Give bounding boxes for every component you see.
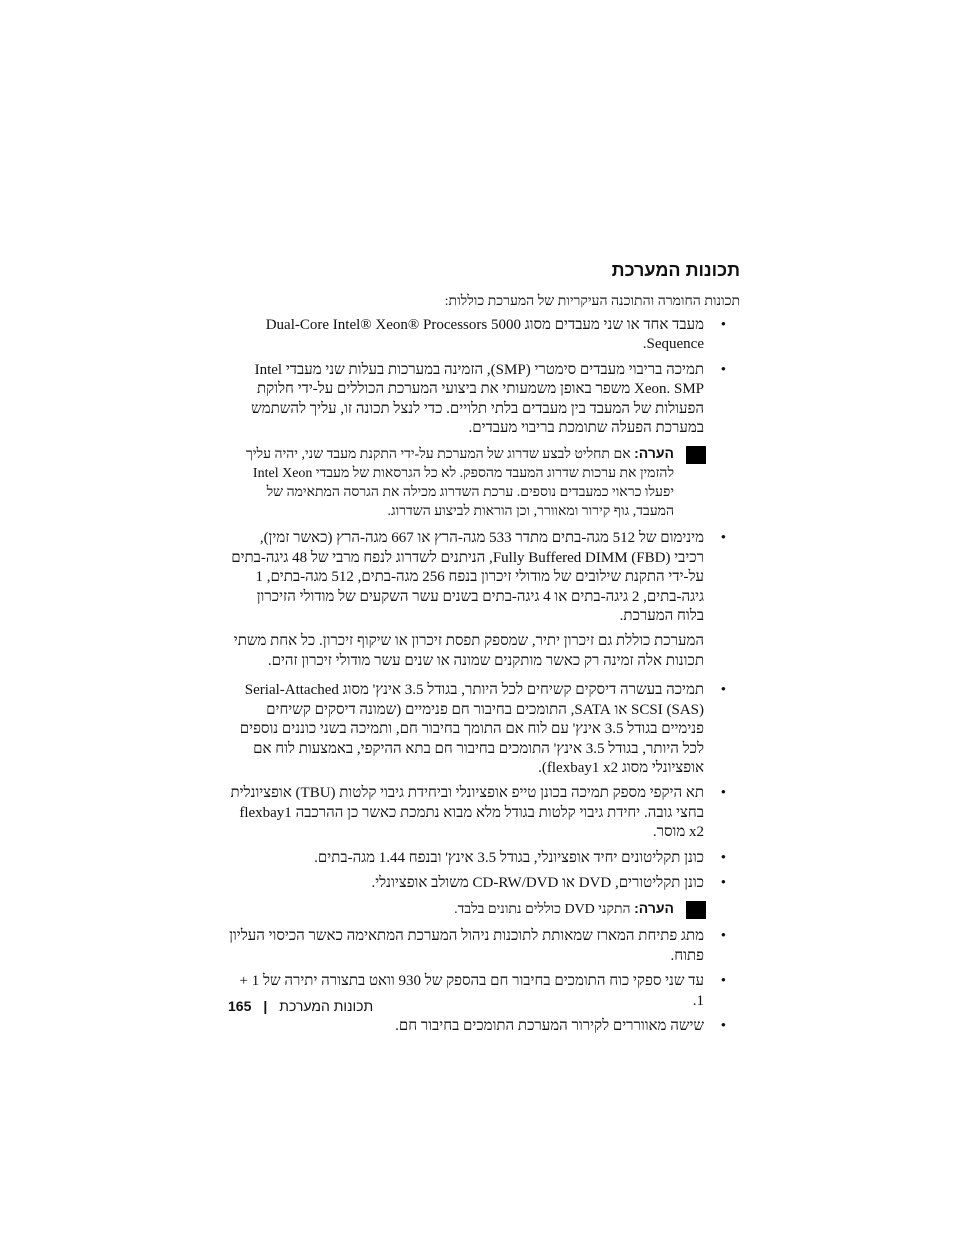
feature-list (228, 316, 740, 438)
note-text (228, 444, 704, 521)
note-label: הערה: (634, 900, 674, 917)
list-item: • כונן תקליטונים יחיד אופציונלי, בגודל 3.5 אינץ' ובנפח 1.44 מגה-בתים. (228, 849, 740, 868)
list-item: • עד שני ספקי כוח התומכים בחיבור חם בהספק של 930 וואט בתצורה יתירה של 1 + 1. (228, 972, 740, 1011)
note-body: אם תחליט לבצע שדרוג של המערכת על-ידי התקנת מעבד שני, יהיה עליך להזמין את ערכות שדרוג המעבד מהספק. לא כל הגרסאות של מעבדי Intel Xeon יפעלו כראוי כמעבדים נוספים. ערכת השדרוג מכילה את הגרסה המתאימה של המעבד, גוף קירור ומאוורר, וכן הוראות לביצוע השדרוג. (246, 447, 674, 520)
note-block (228, 899, 740, 919)
footer-section-title: תכונות המערכת (279, 998, 374, 1014)
footer-separator: | (263, 998, 268, 1014)
memory-paragraph: המערכת כוללת גם זיכרון יתיר, שמספק תפסת זיכרון או שיקוף זיכרון. כל אחת משתי תכונות אלה זמינה רק כאשר מותקנים שמונה או שנים עשר מודולי זיכרון זהים. (233, 633, 704, 669)
note-block (228, 444, 740, 521)
note-pencil-icon (686, 446, 706, 464)
list-item: • שישה מאווררים לקירור המערכת התומכים בחיבור חם. (228, 1017, 740, 1036)
intro-text: תכונות החומרה והתוכנה העיקריות של המערכת כוללות: (444, 294, 740, 309)
section-heading: תכונות המערכת (611, 260, 740, 280)
feature-list (228, 529, 740, 626)
note-text (228, 899, 704, 919)
page-footer (228, 998, 398, 1014)
feature-list (228, 681, 740, 893)
document-page (228, 258, 740, 1042)
list-item: • מינימום של 512 מגה-בתים מתדר 533 מגה-הרץ או 667 מגה-הרץ (כאשר זמין), רכיבי Fully Buffered DIMM (FBD), הניתנים לשדרוג לנפח מרבי של 48 גיגה-בתים על-ידי התקנת שילובים של מודולי זיכרון בנפח 256 מגה-בתים, 512 מגה-בתים, 1 גיגה-בתים, 2 גיגה-בתים או 4 גיגה-בתים בשנים עשר השקעים של מודולי הזיכרון בלוח המערכת. (228, 529, 740, 626)
list-item: • תא היקפי מספק תמיכה בכונן טייפ אופציונלי וביחידת גיבוי קלטות (TBU) אופציונלית בחצי גובה. יחידת גיבוי קלטות בגודל מלא מבוא נתמכת כאשר כן ההרכבה flexbay1 x2 מוסר. (228, 784, 740, 842)
list-item: • כונן תקליטורים, DVD או CD-RW/DVD משולב אופציונלי. (228, 874, 740, 893)
list-item: • תמיכה בעשרה דיסקים קשיחים לכל היותר, בגודל 3.5 אינץ' מסוג Serial-Attached SCSI (SAS) או SATA, התומכים בחיבור חם פנימיים (שמונה דיסקים קשיחים פנימיים בגודל 3.5 אינץ' עם לוח אם התומך בחיבור חם, ותמיכה בשני כוננים נוספים לכל היותר, בגודל 3.5 אינץ' התומכים בחיבור חם בתא ההיקפי, באמצעות לוח אם אופציונלי מסוג flexbay1 x2). (228, 681, 740, 778)
note-label: הערה: (634, 445, 674, 462)
page-number: 165 (228, 998, 252, 1014)
list-item: • תמיכה בריבוי מעבדים סימטרי (SMP), הזמינה במערכות בעלות שני מעבדי Intel Xeon. SMP משפר באופן משמעותי את ביצועי המערכת הכוללים על-ידי חלוקת הפעולות של המעבד בין מעבדים בלתי תלויים. כדי לנצל תכונה זו, עליך להשתמש במערכת הפעלה שתומכת בריבוי מעבדים. (228, 361, 740, 439)
feature-list (228, 927, 740, 1036)
list-item: • מעבד אחד או שני מעבדים מסוג Dual-Core Intel® Xeon® Processors 5000 Sequence. (228, 316, 740, 355)
note-pencil-icon (686, 901, 706, 919)
note-body: התקני DVD כוללים נתונים בלבד. (454, 902, 631, 918)
list-item: • מתג פתיחת המארז שמאותת לתוכנות ניהול המערכת המתאימה כאשר הכיסוי העליון פתוח. (228, 927, 740, 966)
